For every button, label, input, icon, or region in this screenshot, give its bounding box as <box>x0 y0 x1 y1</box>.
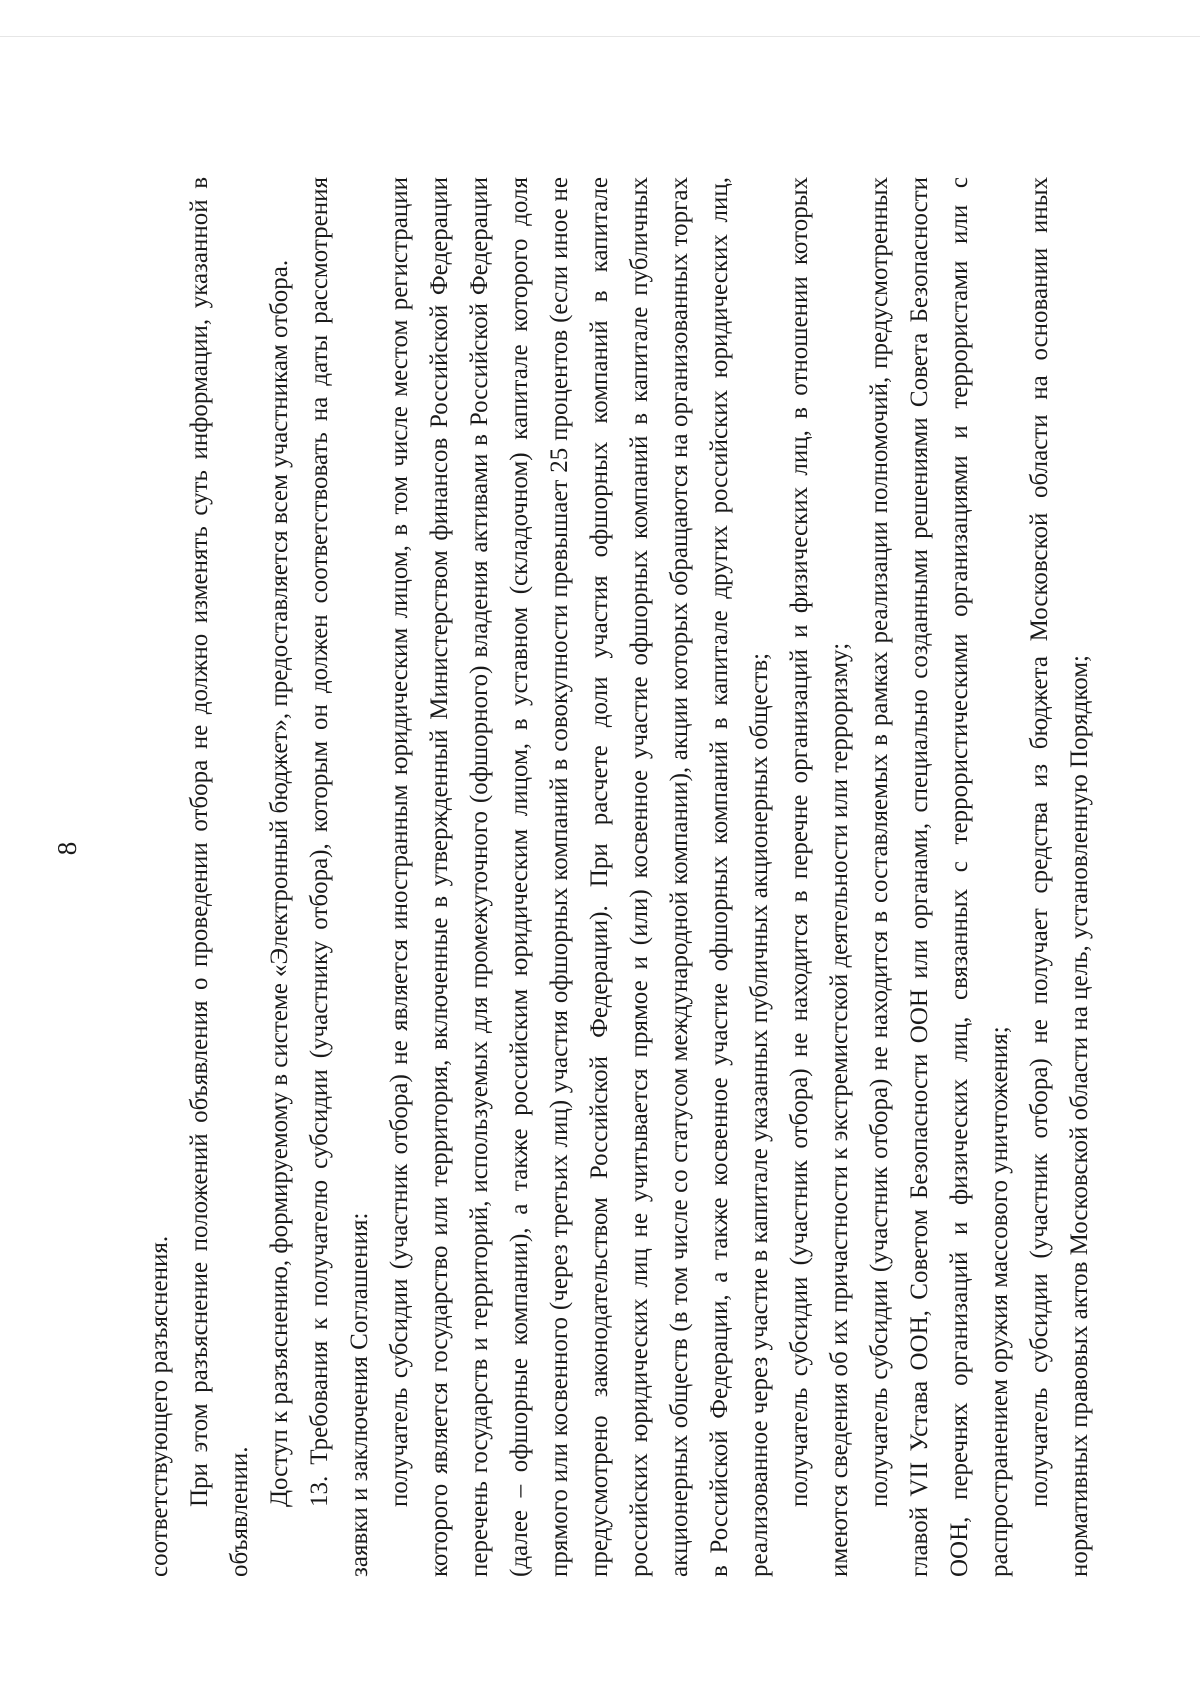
paragraph-extremism-requirement: получатель субсидии (участник отбора) не находится в перечне организаций и физических лиц, в отношении которых имеются сведения об их причастности к экстремистской деятельности или терроризму; <box>786 177 853 1577</box>
paragraph-offshore-requirement: получатель субсидии (участник отбора) не является иностранным юридическим лицом, в том числе местом регистрации которого является государство или территория, включенные в утвержденный Министерством финансов Российской Федерации перечень государств и территорий, используемых для промежуточного (офшорного) владения активами в Российской Федерации (далее – офшорные компании), а также российским юридическим лицом, в уставном (складочном) капитале которого доля прямого или косвенного (через третьих лиц) участия офшорных компаний в совокупности превышает 25 процентов (если иное не предусмотрено законодательством Российской Федерации). При расчете доли участия офшорных компаний в капитале российских юридических лиц не учитывается прямое и (или) косвенное участие офшорных компаний в капитале публичных акционерных обществ (в том числе со статусом международной компании), акции которых обращаются на организованных торгах в Российской Федерации, а также косвенное участие офшорных компаний в капитале других российских юридических лиц, реализованное через участие в капитале указанных публичных акционерных обществ; <box>386 177 773 1577</box>
paragraph-un-sanctions-requirement: получатель субсидии (участник отбора) не находится в составляемых в рамках реализации полномочий, предусмотренных главой VII Устава ООН, Советом Безопасности ООН или органами, специально созданными решениями Совета Безопасности ООН, перечнях организаций и физических лиц, связанных с террористическими организациями и террористами или с распространением оружия массового уничтожения; <box>866 177 1013 1577</box>
paragraph-section-13-heading: 13. Требования к получателю субсидии (участнику отбора), которым он должен соответствовать на даты рассмотрения заявки и заключения Соглашения: <box>306 177 373 1577</box>
paragraph-budget-funding-requirement: получатель субсидии (участник отбора) не получает средства из бюджета Московской области на основании иных нормативных правовых актов Московской области на цель, установленную Порядком; <box>1026 177 1093 1577</box>
paragraph-clarification-access: Доступ к разъяснению, формируемому в системе «Электронный бюджет», предоставляется всем участникам отбора. <box>266 259 293 1507</box>
paragraph-continuation: соответствующего разъяснения. <box>146 1235 173 1577</box>
page-number: 8 <box>52 841 82 856</box>
paragraph-clarification-scope: При этом разъяснение положений объявления о проведении отбора не должно изменять суть информации, указанной в объявлении. <box>186 177 253 1577</box>
scan-margin-line <box>0 36 1200 37</box>
document-body <box>140 177 1100 1577</box>
